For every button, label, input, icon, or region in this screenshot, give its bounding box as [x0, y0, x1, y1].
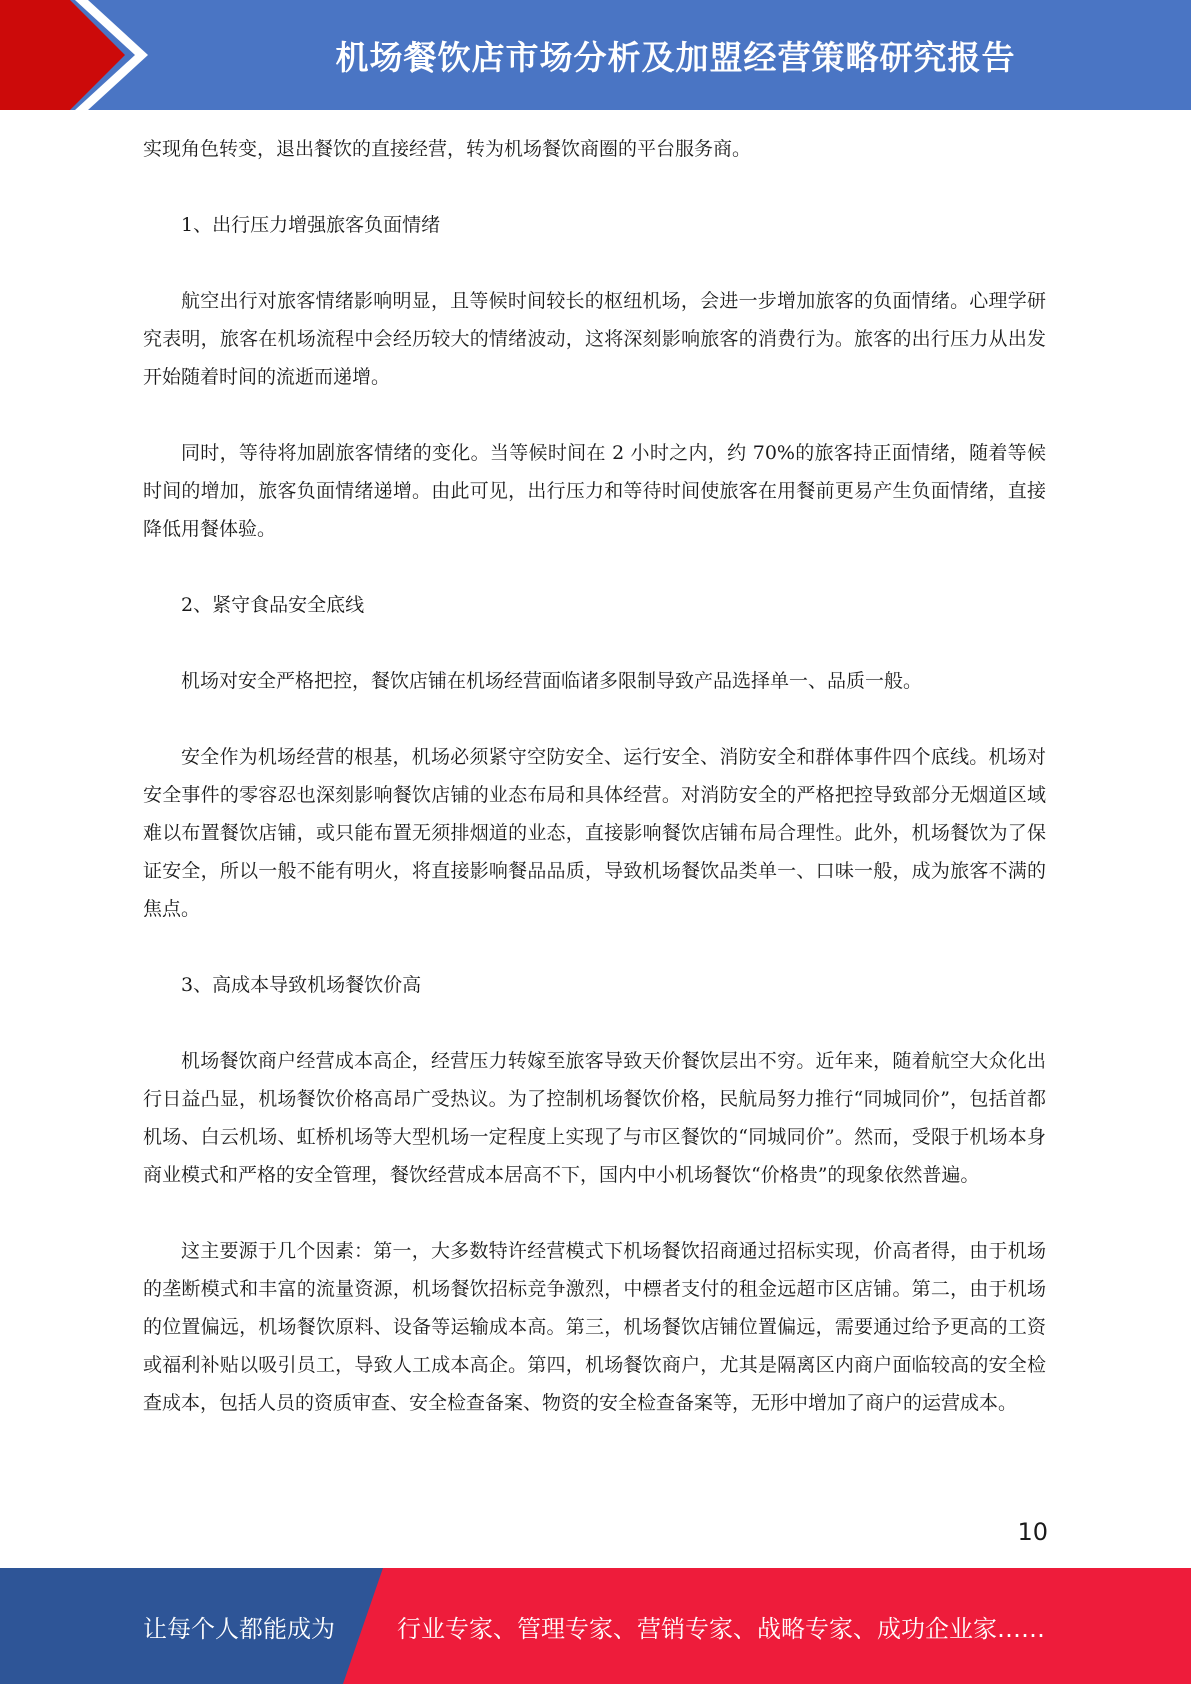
page-header [0, 0, 1191, 110]
body-text [143, 130, 1046, 1460]
paragraph: 这主要源于几个因素：第一，大多数特许经营模式下机场餐饮招商通过招标实现，价高者得，由于机场的垄断模式和丰富的流量资源，机场餐饮招标竞争激烈，中標者支付的租金远超市区店铺。第二，由于机场的位置偏远，机场餐饮原料、设备等运输成本高。第三，机场餐饮店铺位置偏远，需要通过给予更高的工资或福利补贴以吸引员工，导致人工成本高企。第四，机场餐饮商户，尤其是隔离区内商户面临较高的安全检查成本，包括人员的资质审查、安全检查备案、物资的安全检查备案等，无形中增加了商户的运营成本。 [143, 1240, 1046, 1414]
chevron-arrow-icon [0, 0, 160, 110]
section-heading: 2、紧守食品安全底线 [181, 594, 365, 616]
section-heading: 1、出行压力增强旅客负面情绪 [181, 214, 441, 236]
paragraph: 同时，等待将加剧旅客情绪的变化。当等候时间在 2 小时之内，约 70%的旅客持正面情绪，随着等候时间的增加，旅客负面情绪递增。由此可见，出行压力和等待时间使旅客在用餐前更易产生负面情绪，直接降低用餐体验。 [143, 442, 1046, 540]
report-title: 机场餐饮店市场分析及加盟经营策略研究报告 [335, 37, 1016, 77]
paragraph: 安全作为机场经营的根基，机场必须紧守空防安全、运行安全、消防安全和群体事件四个底线。机场对安全事件的零容忍也深刻影响餐饮店铺的业态布局和具体经营。对消防安全的严格把控导致部分无烟道区域难以布置餐饮店铺，或只能布置无须排烟道的业态，直接影响餐饮店铺布局合理性。此外，机场餐饮为了保证安全，所以一般不能有明火，将直接影响餐品品质，导致机场餐饮品类单一、口味一般，成为旅客不满的焦点。 [143, 746, 1046, 920]
paragraph: 机场餐饮商户经营成本高企，经营压力转嫁至旅客导致天价餐饮层出不穷。近年来，随着航空大众化出行日益凸显，机场餐饮价格高昂广受热议。为了控制机场餐饮价格，民航局努力推行“同城同价”，包括首都机场、白云机场、虹桥机场等大型机场一定程度上实现了与市区餐饮的“同城同价”。然而，受限于机场本身商业模式和严格的安全管理，餐饮经营成本居高不下，国内中小机场餐饮“价格贵”的现象依然普遍。 [143, 1050, 1046, 1186]
page-number: 10 [1017, 1518, 1048, 1546]
page-footer [0, 1568, 1191, 1684]
footer-slogan-right: 行业专家、管理专家、营销专家、战略专家、成功企业家…… [397, 1614, 1045, 1643]
paragraph: 实现角色转变，退出餐饮的直接经营，转为机场餐饮商圈的平台服务商。 [143, 138, 752, 160]
paragraph: 航空出行对旅客情绪影响明显，且等候时间较长的枢纽机场，会进一步增加旅客的负面情绪。心理学研究表明，旅客在机场流程中会经历较大的情绪波动，这将深刻影响旅客的消费行为。旅客的出行压力从出发开始随着时间的流逝而递增。 [143, 290, 1046, 388]
paragraph: 机场对安全严格把控，餐饮店铺在机场经营面临诸多限制导致产品选择单一、品质一般。 [181, 670, 923, 692]
footer-slogan-left: 让每个人都能成为 [143, 1614, 335, 1643]
section-heading: 3、高成本导致机场餐饮价高 [181, 974, 422, 996]
